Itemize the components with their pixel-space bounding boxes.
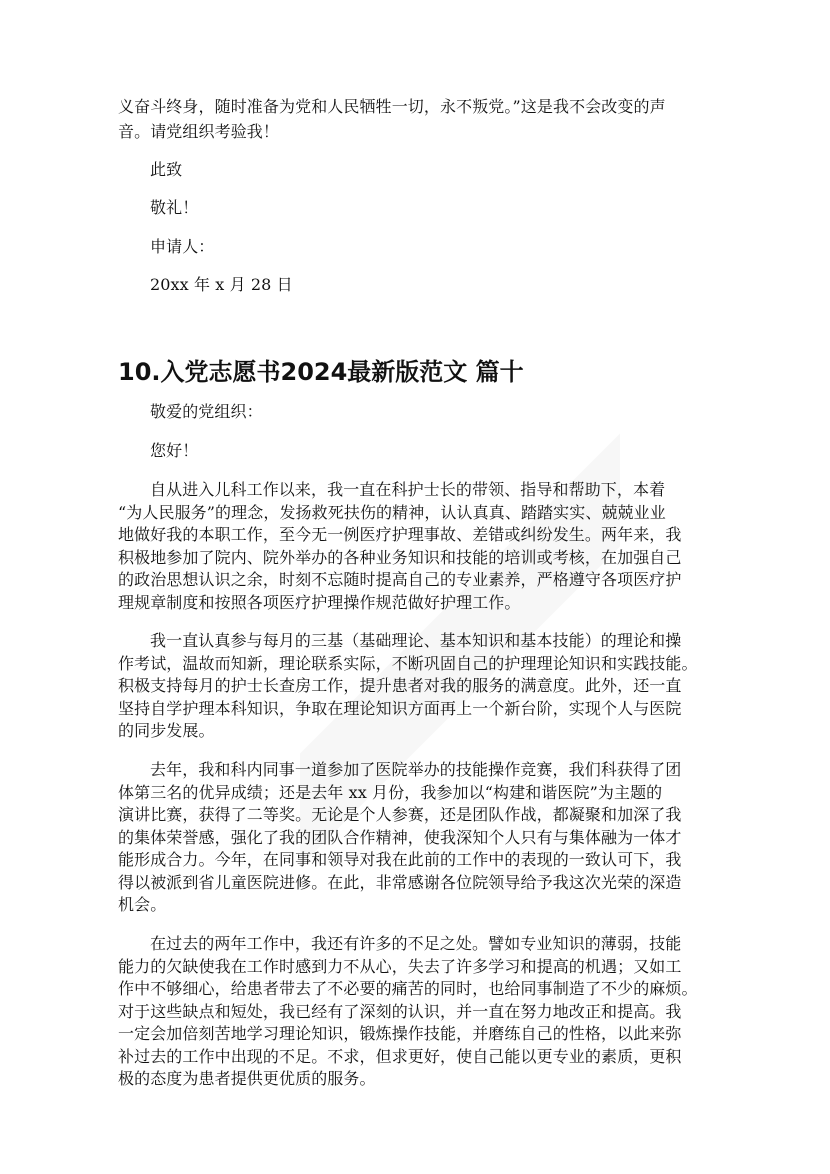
paragraph-line: 在过去的两年工作中，我还有许多的不足之处。譬如专业知识的薄弱，技能 [150,934,682,953]
paragraph-line: 极的态度为患者提供更优质的服务。 [118,1069,376,1088]
date: 20xx 年 x 月 28 日 [150,275,293,294]
paragraph-line: 对于这些缺点和短处，我已经有了深刻的认识，并一直在努力地改正和提高。我 [118,1001,682,1021]
paragraph-line: 机会。 [118,895,167,914]
paragraph-line: “为人民服务”的理念，发扬救死扶伤的精神，认认真真、踏踏实实、兢兢业业 [118,502,666,522]
paragraph-line: 演讲比赛，获得了二等奖。无论是个人参赛，还是团队作战，都凝聚和加深了我 [118,805,682,824]
text-line: 音。请党组织考验我！ [118,122,280,141]
paragraph-line: 补过去的工作中出现的不足。不求，但求更好，使自己能以更专业的素质，更积 [118,1046,682,1066]
text-line: 义奋斗终身，随时准备为党和人民牺牲一切，永不叛党。”这是我不会改变的声 [118,97,666,116]
section-heading: 10.入党志愿书2024最新版范文 篇十 [118,358,524,386]
paragraph-line: 我一直认真参与每月的三基（基础理论、基本知识和基本技能）的理论和操 [150,631,682,650]
paragraph-line: 去年，我和科内同事一道参加了医院举办的技能操作竞赛，我们科获得了团 [150,760,682,779]
paragraph-line: 的集体荣誉感，强化了我的团队合作精神，使我深知个人只有与集体融为一体才 [118,827,682,847]
greeting: 敬爱的党组织： [150,402,263,421]
closing-respect: 敬礼！ [150,198,199,217]
paragraph-line: 体第三名的优异成绩；还是去年 xx 月份，我参加以“构建和谐医院”为主题的 [118,782,663,802]
paragraph-line: 积极支持每月的护士长查房工作，提升患者对我的服务的满意度。此外，还一直 [118,676,682,695]
paragraph-line: 能形成合力。今年，在同事和领导对我在此前的工作中的表现的一致认可下，我 [118,850,682,869]
paragraph-line: 的同步发展。 [118,721,215,740]
paragraph-line: 作考试，温故而知新，理论联系实际，不断巩固自己的护理理论知识和实践技能。 [118,653,698,673]
paragraph-line: 地做好我的本职工作，至今无一例医疗护理事故、差错或纠纷发生。两年来，我 [118,525,682,544]
paragraph-line: 得以被派到省儿童医院进修。在此，非常感谢各位院领导给予我这次光荣的深造 [118,872,682,892]
paragraph-line: 坚持自学护理本科知识，争取在理论知识方面再上一个新台阶，实现个人与医院 [118,698,682,718]
paragraph-line: 理规章制度和按照各项医疗护理操作规范做好护理工作。 [118,592,521,612]
hello: 您好！ [150,441,199,460]
paragraph-line: 一定会加倍刻苦地学习理论知识，锻炼操作技能，并磨练自己的性格，以此来弥 [118,1024,682,1043]
paragraph-line: 自从进入儿科工作以来，我一直在科护士长的带领、指导和帮助下，本着 [150,480,666,499]
paragraph-line: 作中不够细心，给患者带去了不必要的痛苦的同时，也给同事制造了不少的麻烦。 [118,979,698,998]
paragraph-line: 能力的欠缺使我在工作时感到力不从心，失去了许多学习和提高的机遇；又如工 [118,956,682,976]
paragraph-line: 的政治思想认识之余，时刻不忘随时提高自己的专业素养，严格遵守各项医疗护 [118,570,682,589]
applicant-label: 申请人： [150,237,215,256]
closing-salute: 此致 [150,160,183,179]
paragraph-line: 积极地参加了院内、院外举办的各种业务知识和技能的培训或考核，在加强自己 [118,547,682,567]
